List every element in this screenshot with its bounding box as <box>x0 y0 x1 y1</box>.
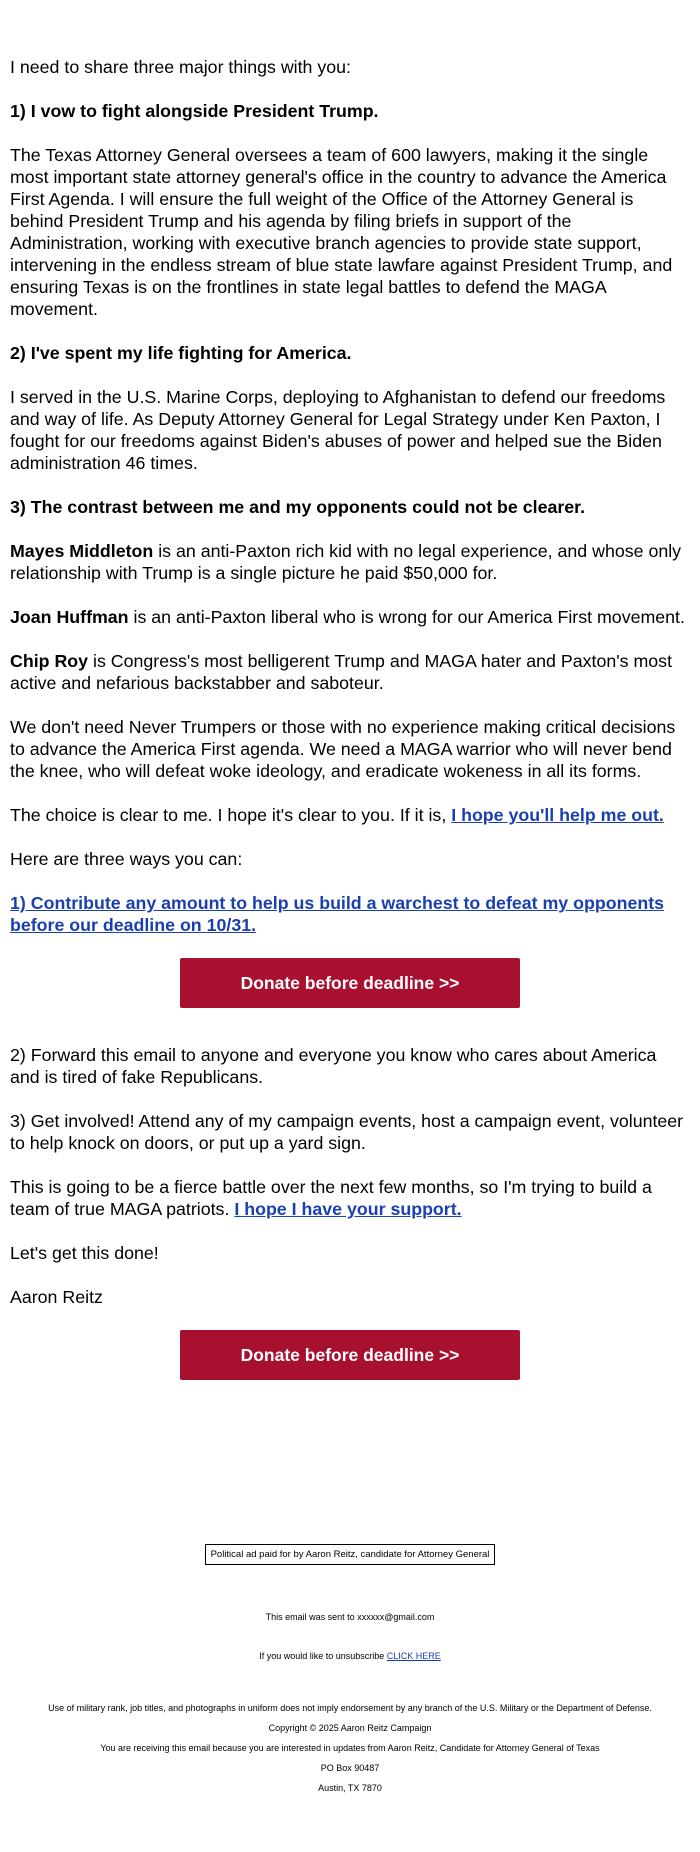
point1-heading: 1) I vow to fight alongside President Trump. <box>10 101 379 121</box>
battle-text: This is going to be a fierce battle over the next few months, so I'm trying to build a team of true MAGA patriots. <box>10 1177 652 1219</box>
unsubscribe-link[interactable]: CLICK HERE <box>386 1651 441 1661</box>
opponent-description: is an anti-Paxton rich kid with no legal experience, and whose only relationship with Trump is a single picture he paid $50,000 for. <box>10 541 682 583</box>
po-box: PO Box 90487 <box>320 1763 380 1773</box>
choice-text: The choice is clear to me. I hope it's clear to you. If it is, <box>10 805 452 825</box>
paid-for-disclaimer: Political ad paid for by Aaron Reitz, candidate for Attorney General <box>205 1544 496 1565</box>
military-notice: Use of military rank, job titles, and photographs in uniform does not imply endorsement by any branch of the U.S. Military or the Department of Defense. <box>48 1703 652 1713</box>
receiving-notice: You are receiving this email because you are interested in updates from Aaron Reitz, Candidate for Attorney General of Texas <box>100 1743 600 1753</box>
donate-button[interactable]: Donate before deadline >> <box>180 958 520 1008</box>
footer-disclaimer-wrap <box>0 1544 700 1565</box>
city-address: Austin, TX 7870 <box>318 1783 382 1793</box>
opponent-name: Mayes Middleton <box>10 541 154 561</box>
ways-intro: Here are three ways you can: <box>10 849 243 869</box>
sent-to-text: This email was sent to xxxxxx@gmail.com <box>265 1612 435 1622</box>
unsubscribe-line <box>0 1651 700 1661</box>
opponent-description: is an anti-Paxton liberal who is wrong for our America First movement. <box>128 607 685 627</box>
opponent-paragraph <box>10 540 690 584</box>
unsubscribe-text: If you would like to unsubscribe <box>259 1651 387 1661</box>
intro-text: I need to share three major things with you: <box>10 57 351 77</box>
opponent-paragraph <box>10 650 690 694</box>
donate-button-wrap <box>10 958 690 1008</box>
way3-text: 3) Get involved! Attend any of my campaign events, host a campaign event, volunteer to help knock on doors, or put up a yard sign. <box>10 1111 684 1153</box>
choice-paragraph <box>10 804 690 826</box>
way2-text: 2) Forward this email to anyone and everyone you know who cares about America and is tired of fake Republicans. <box>10 1045 657 1087</box>
point2-heading: 2) I've spent my life fighting for America. <box>10 343 352 363</box>
copyright-text: Copyright © 2025 Aaron Reitz Campaign <box>268 1723 432 1733</box>
contribute-link[interactable]: 1) Contribute any amount to help us build a warchest to defeat my opponents before our deadline on 10/31. <box>10 893 665 935</box>
opponent-name: Chip Roy <box>10 651 89 671</box>
battle-paragraph <box>10 1176 690 1220</box>
donate-button-bottom[interactable]: Donate before deadline >> <box>180 1330 520 1380</box>
help-me-out-link[interactable]: I hope you'll help me out. <box>451 805 664 825</box>
point2-body: I served in the U.S. Marine Corps, deploying to Afghanistan to defend our freedoms and way of life. As Deputy Attorney General for Legal Strategy under Ken Paxton, I fought for our freedoms against Biden's abuses of power and helped sue the Biden administration 46 times. <box>10 387 666 473</box>
opponent-paragraph <box>10 606 690 628</box>
signature: Aaron Reitz <box>10 1287 103 1307</box>
donate-button-wrap-bottom <box>10 1330 690 1380</box>
point1-body: The Texas Attorney General oversees a team of 600 lawyers, making it the single most important state attorney general's office in the country to advance the America First Agenda. I will ensure the full weight of the Office of the Attorney General is behind President Trump and his agenda by filing briefs in support of the Administration, working with executive branch agencies to provide state support, intervening in the endless stream of blue state lawfare against President Trump, and ensuring Texas is on the frontlines in state legal battles to defend the MAGA movement. <box>10 145 673 319</box>
email-body <box>10 56 690 1416</box>
way1-paragraph <box>10 892 690 936</box>
lets-go-text: Let's get this done! <box>10 1243 159 1263</box>
opponent-description: is Congress's most belligerent Trump and MAGA hater and Paxton's most active and nefarious backstabber and saboteur. <box>10 651 673 693</box>
point3-heading: 3) The contrast between me and my opponents could not be clearer. <box>10 497 586 517</box>
support-link[interactable]: I hope I have your support. <box>234 1199 462 1219</box>
point3-closing: We don't need Never Trumpers or those with no experience making critical decisions to advance the America First agenda. We need a MAGA warrior who will never bend the knee, who will defeat woke ideology, and eradicate wokeness in all its forms. <box>10 717 676 781</box>
opponent-name: Joan Huffman <box>10 607 129 627</box>
